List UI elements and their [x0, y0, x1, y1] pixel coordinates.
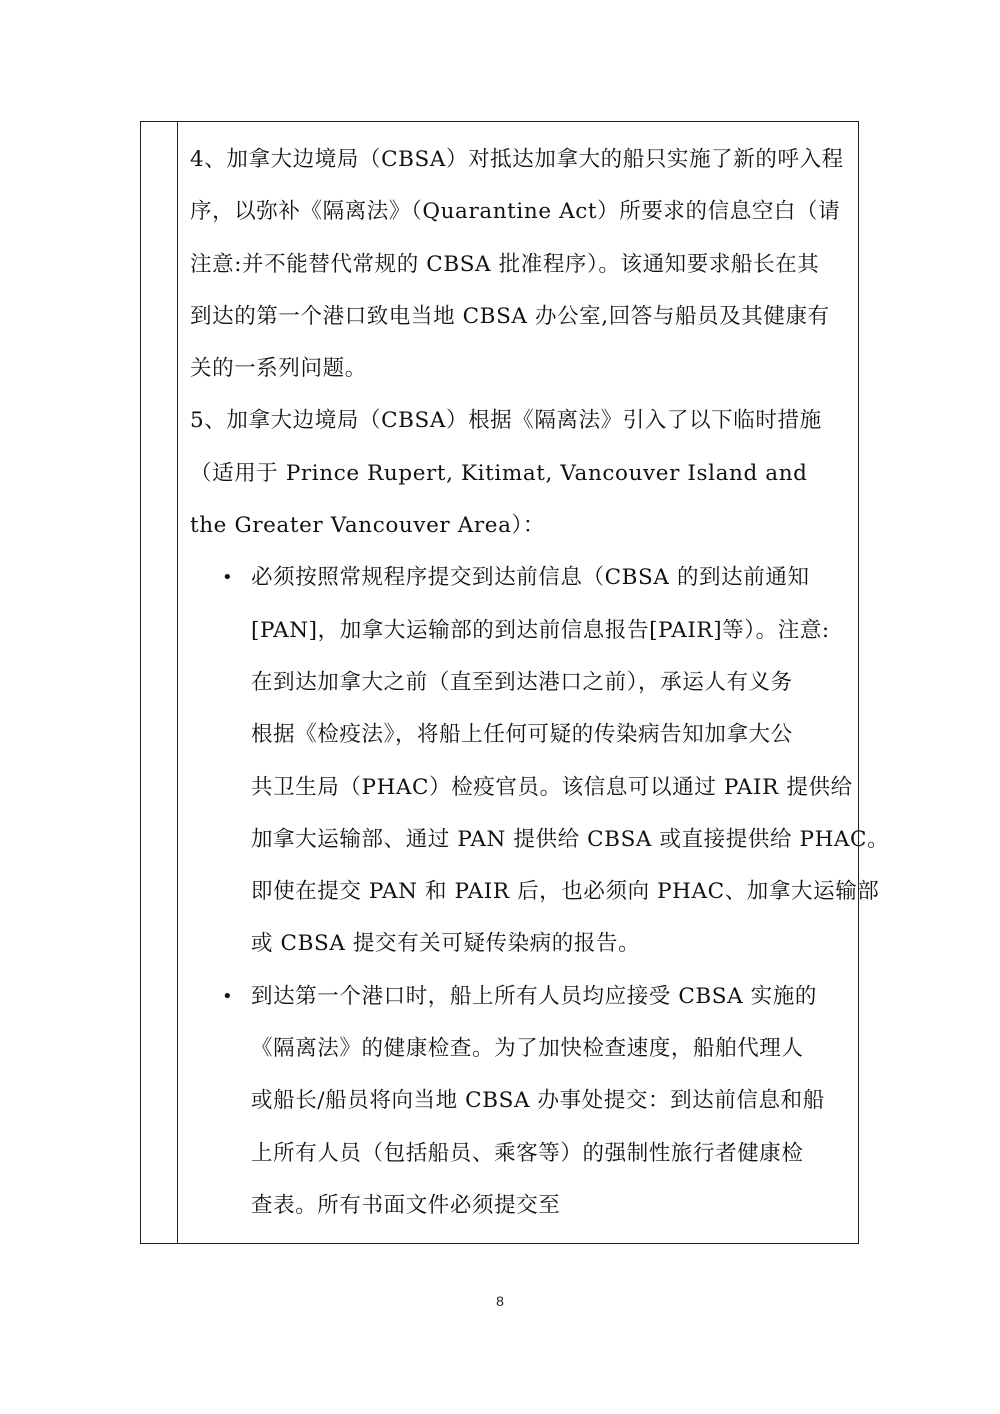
text-line: 在到达加拿大之前（直至到达港口之前），承运人有义务 [251, 669, 793, 695]
text-line [190, 971, 850, 1023]
bullet-text: 必须按照常规程序提交到达前信息（CBSA 的到达前通知 [251, 565, 810, 591]
text-line: 根据《检疫法》，将船上任何可疑的传染病告知加拿大公 [251, 722, 793, 748]
bullet-text: 到达第一个港口时，船上所有人员均应接受 CBSA 实施的 [251, 983, 817, 1009]
text-line: 共卫生局（PHAC）检疫官员。该信息可以通过 PAIR 提供给 [251, 774, 853, 800]
text-line: 上所有人员（包括船员、乘客等）的强制性旅行者健康检 [251, 1140, 804, 1166]
text-line: 查表。所有书面文件必须提交至 [251, 1192, 561, 1218]
document-table [140, 121, 890, 1244]
text-line [190, 552, 850, 604]
text-line: 关的一系列问题。 [190, 356, 367, 382]
table-content-cell [190, 134, 890, 1232]
text-line: the Greater Vancouver Area）： [190, 513, 545, 539]
text-line: 加拿大运输部、通过 PAN 提供给 CBSA 或直接提供给 PHAC。 [251, 826, 890, 852]
text-line: 《隔离法》的健康检查。为了加快检查速度，船舶代理人 [251, 1036, 804, 1062]
text-line: 4、加拿大边境局（CBSA）对抵达加拿大的船只实施了新的呼入程 [190, 147, 844, 172]
text-line: 或船长/船员将向当地 CBSA 办事处提交：到达前信息和船 [251, 1088, 825, 1114]
text-line: 即使在提交 PAN 和 PAIR 后，也必须向 PHAC、加拿大运输部 [251, 879, 880, 905]
bullet-icon: • [222, 567, 234, 589]
text-line: 注意:并不能替代常规的 CBSA 批准程序）。该通知要求船长在其 [190, 251, 820, 277]
paragraph-4 [190, 134, 850, 395]
text-line: 5、加拿大边境局（CBSA）根据《隔离法》引入了以下临时措施 [190, 408, 822, 434]
text-line: 到达的第一个港口致电当地 CBSA 办公室,回答与船员及其健康有 [190, 303, 830, 329]
bullet-item-2 [190, 971, 850, 1232]
text-line: 序，以弥补《隔离法》（Quarantine Act）所要求的信息空白（请 [190, 199, 841, 225]
page-number: 8 [496, 1293, 504, 1309]
bullet-item-1 [190, 552, 890, 970]
text-line: （适用于 Prince Rupert, Kitimat, Vancouver Island and [190, 460, 808, 486]
paragraph-5 [190, 395, 850, 552]
table-left-column [141, 122, 178, 1243]
bullet-icon: • [222, 985, 234, 1007]
text-line: 或 CBSA 提交有关可疑传染病的报告。 [251, 931, 641, 957]
text-line: [PAN]，加拿大运输部的到达前信息报告[PAIR]等）。注意: [251, 617, 830, 643]
